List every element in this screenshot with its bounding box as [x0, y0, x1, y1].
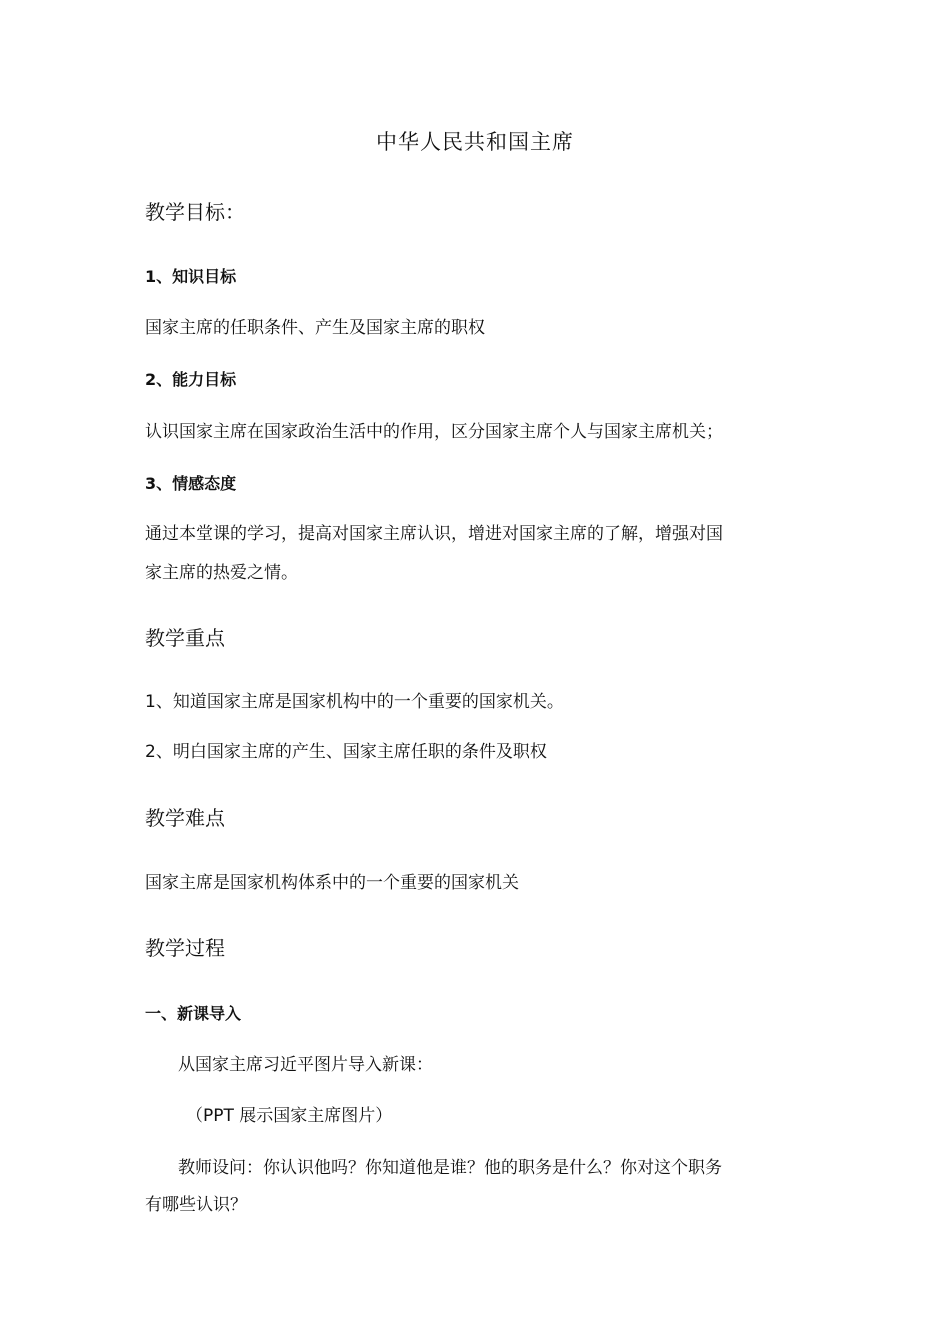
key-points-heading: 教学重点	[145, 626, 225, 650]
emotion-objective-text-line-1: 通过本堂课的学习，提高对国家主席认识，增进对国家主席的了解，增强对国	[145, 524, 723, 544]
key-point-item-1: 1、知道国家主席是国家机构中的一个重要的国家机关。	[145, 692, 564, 712]
ppt-note: （PPT 展示国家主席图片）	[186, 1106, 393, 1126]
teacher-question-line-2: 有哪些认识？	[145, 1195, 247, 1215]
teacher-question-line-1: 教师设问：你认识他吗？你知道他是谁？他的职务是什么？你对这个职务	[178, 1158, 722, 1178]
new-lesson-intro-heading: 一、新课导入	[145, 1004, 242, 1023]
difficulties-heading: 教学难点	[145, 806, 225, 830]
document-title: 中华人民共和国主席	[376, 130, 574, 154]
ability-objective-text: 认识国家主席在国家政治生活中的作用，区分国家主席个人与国家主席机关；	[145, 422, 723, 442]
knowledge-objective-text: 国家主席的任职条件、产生及国家主席的职权	[145, 318, 485, 338]
emotion-objective-text-line-2: 家主席的热爱之情。	[145, 563, 298, 583]
difficulties-text: 国家主席是国家机构体系中的一个重要的国家机关	[145, 873, 519, 893]
process-heading: 教学过程	[145, 936, 225, 960]
objectives-heading: 教学目标：	[145, 200, 245, 224]
knowledge-objective-heading: 1、知识目标	[145, 267, 237, 286]
key-point-item-2: 2、明白国家主席的产生、国家主席任职的条件及职权	[145, 742, 547, 762]
emotion-objective-heading: 3、情感态度	[145, 474, 237, 493]
ability-objective-heading: 2、能力目标	[145, 370, 237, 389]
intro-text: 从国家主席习近平图片导入新课：	[178, 1055, 433, 1075]
